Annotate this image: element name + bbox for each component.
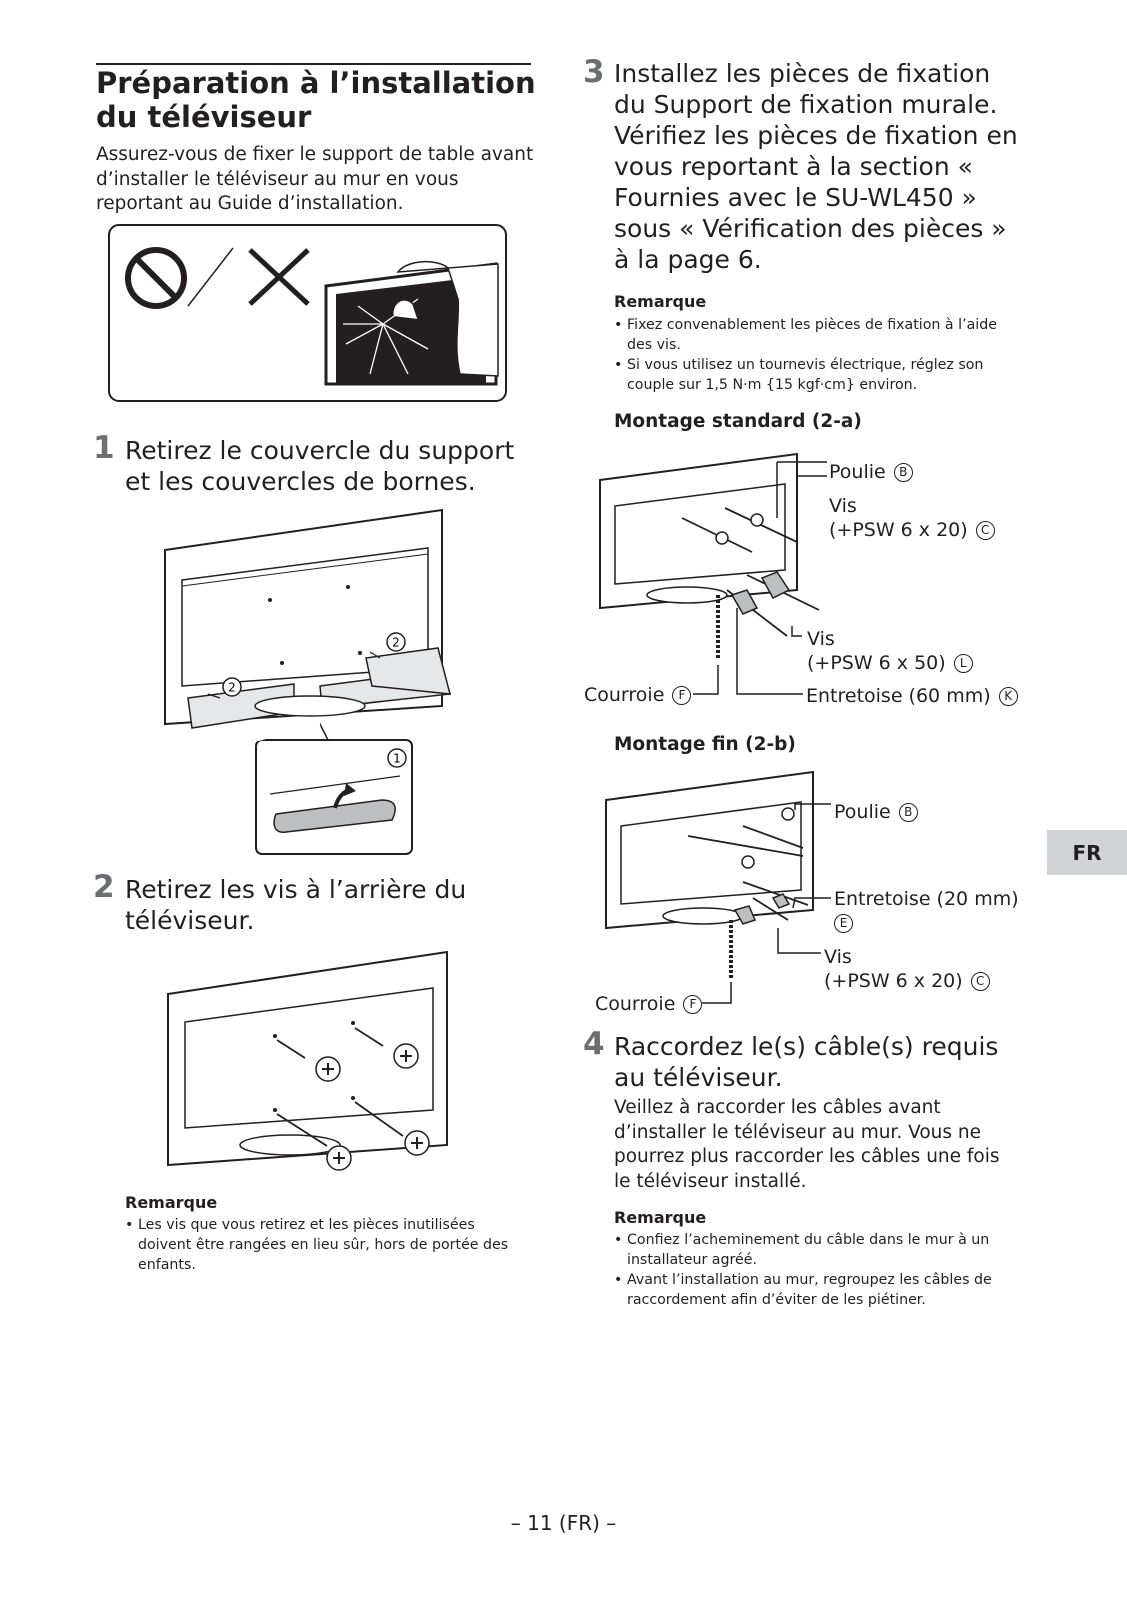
note-item: • Avant l’installation au mur, regroupez les câbles de raccordement afin d’éviter de les piétiner. [614,1270,1009,1310]
std-courroie-label: Courroie F [584,683,691,707]
title-rule [96,63,531,65]
step-1-number: 1 [93,430,115,466]
language-tab: FR [1047,830,1127,875]
thin-mount-illustration [603,770,843,1010]
tv-screws-illustration [165,950,455,1175]
intro-text: Assurez-vous de fixer le support de table avant d’installer le téléviseur au mur en vous reportant au Guide d’installation. [96,144,534,214]
step-2-text: Retirez les vis à l’arrière du téléviseur. [125,875,467,935]
note-item: • Les vis que vous retirez et les pièces inutilisées doivent être rangées en lieu sûr, hors de portée des enfants. [125,1215,510,1275]
fin-poulie-label: Poulie B [834,800,918,824]
callout-one: 1 [393,751,401,766]
fin-vis-label-2: (+PSW 6 x 20) C [824,969,990,993]
std-poulie-label: Poulie B [829,460,913,484]
page-footer: – 11 (FR) – [510,1511,617,1535]
fin-entretoise-code: E [832,911,853,935]
callout-two-b: 2 [392,635,400,650]
std-entretoise-label: Entretoise (60 mm) K [806,684,1018,708]
montage-fin-heading: Montage fin (2-b) [614,734,796,755]
std-vis2-label-2: (+PSW 6 x 50) L [807,651,973,675]
std-vis1-label-2: (+PSW 6 x 20) C [829,518,995,542]
step-2-number: 2 [93,869,115,905]
standard-mount-illustration [597,450,837,690]
step-1-text: Retirez le couvercle du support et les couvercles de bornes. [125,436,515,496]
note-heading-step-4: Remarque [614,1208,707,1227]
fin-vis-label-1: Vis [824,946,852,968]
std-vis2-label-1: Vis [807,628,835,650]
note-item: • Si vous utilisez un tournevis électrique, réglez son couple sur 1,5 N·m {15 kgf·cm} environ. [614,355,1009,395]
callout-two-a: 2 [228,680,236,695]
note-heading-step-3: Remarque [614,292,707,311]
note-item: • Fixez convenablement les pièces de fixation à l’aide des vis. [614,315,1009,355]
note-list-step-4 [614,1230,1009,1310]
note-list-step-2 [125,1215,510,1275]
step-3-number: 3 [583,54,605,90]
step-4-text: Raccordez le(s) câble(s) requis au téléviseur. [614,1032,999,1092]
note-heading-step-2: Remarque [125,1193,218,1212]
warning-illustration [108,224,508,402]
note-list-step-3 [614,315,1009,395]
step-4-number: 4 [583,1026,605,1062]
fin-courroie-label: Courroie F [595,992,702,1016]
std-vis1-label-1: Vis [829,495,857,517]
step-4-body: Veillez à raccorder les câbles avant d’installer le téléviseur au mur. Vous ne pourrez plus raccorder les câbles une fois le téléviseur installé. [614,1097,1000,1192]
note-item: • Confiez l’acheminement du câble dans le mur à un installateur agréé. [614,1230,1009,1270]
step-3-text: Installez les pièces de fixation du Support de fixation murale. Vérifiez les pièces de fixation en vous reportant à la section « Fournies avec le SU-WL450 » sous « Vérification des pièces » à la page 6. [614,59,1018,274]
tv-back-cover-illustration [160,508,460,858]
montage-standard-heading: Montage standard (2-a) [614,411,862,432]
page-title: Préparation à l’installation du téléviseur [96,66,536,134]
fin-entretoise-label: Entretoise (20 mm) [834,888,1019,910]
